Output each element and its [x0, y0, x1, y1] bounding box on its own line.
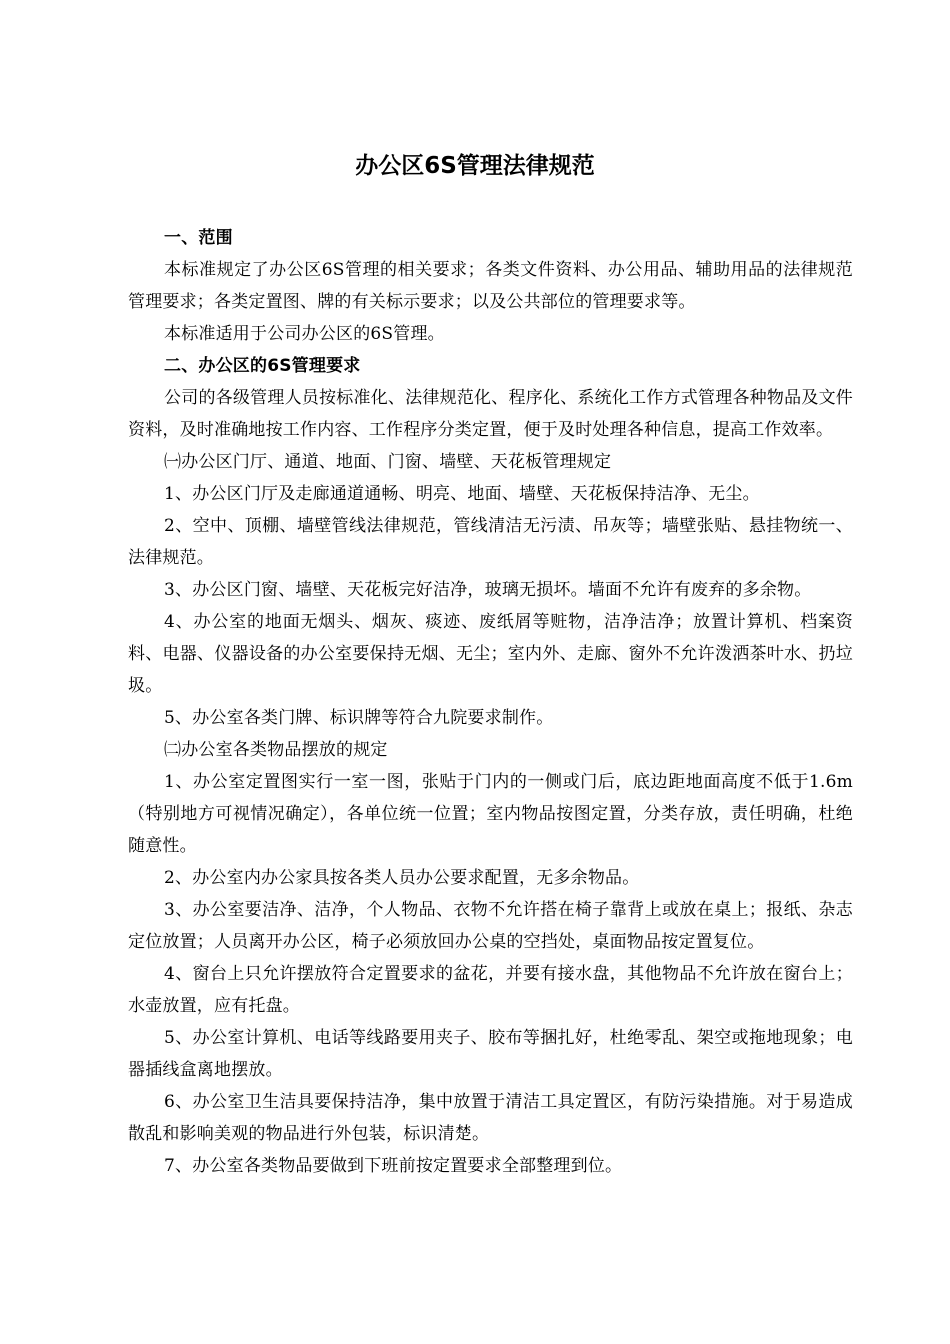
- body-paragraph: 3、办公室要洁净、洁净，个人物品、衣物不允许搭在椅子靠背上或放在桌上；报纸、杂志定位放置；人员离开办公区，椅子必须放回办公桌的空挡处，桌面物品按定置复位。: [128, 900, 853, 952]
- body-paragraph: 5、办公室各类门牌、标识牌等符合九院要求制作。: [164, 708, 554, 728]
- body-paragraph: 1、办公室定置图实行一室一图，张贴于门内的一侧或门后，底边距地面高度不低于1.6m（特别地方可视情况确定），各单位统一位置；室内物品按图定置，分类存放，责任明确，杜绝随意性。: [128, 772, 853, 856]
- document-body: [128, 222, 853, 1182]
- body-paragraph: 4、窗台上只允许摆放符合定置要求的盆花，并要有接水盘，其他物品不允许放在窗台上；水壶放置，应有托盘。: [128, 964, 853, 1016]
- body-paragraph: ㈠办公区门厅、通道、地面、门窗、墙壁、天花板管理规定: [164, 452, 612, 472]
- body-paragraph: 2、办公室内办公家具按各类人员办公要求配置，无多余物品。: [164, 868, 640, 888]
- body-paragraph: 5、办公室计算机、电话等线路要用夹子、胶布等捆扎好，杜绝零乱、架空或拖地现象；电器插线盒离地摆放。: [128, 1028, 853, 1080]
- body-paragraph: 公司的各级管理人员按标准化、法律规范化、程序化、系统化工作方式管理各种物品及文件资料，及时准确地按工作内容、工作程序分类定置，便于及时处理各种信息，提高工作效率。: [128, 388, 853, 440]
- document-title: 办公区6S管理法律规范: [355, 153, 595, 179]
- body-paragraph: 本标准规定了办公区6S管理的相关要求；各类文件资料、办公用品、辅助用品的法律规范管理要求；各类定置图、牌的有关标示要求；以及公共部位的管理要求等。: [128, 260, 853, 312]
- body-paragraph: 6、办公室卫生洁具要保持洁净，集中放置于清洁工具定置区，有防污染措施。对于易造成散乱和影响美观的物品进行外包装，标识清楚。: [128, 1092, 853, 1144]
- body-paragraph: 本标准适用于公司办公区的6S管理。: [164, 324, 445, 344]
- body-paragraph: 4、办公室的地面无烟头、烟灰、痰迹、废纸屑等赃物，洁净洁净；放置计算机、档案资料、电器、仪器设备的办公室要保持无烟、无尘；室内外、走廊、窗外不允许泼洒茶叶水、扔垃圾。: [128, 612, 853, 696]
- body-paragraph: ㈡办公室各类物品摆放的规定: [164, 740, 388, 760]
- section-heading: 一、范围: [164, 228, 233, 248]
- body-paragraph: 7、办公室各类物品要做到下班前按定置要求全部整理到位。: [164, 1156, 623, 1176]
- body-paragraph: 3、办公区门窗、墙壁、天花板完好洁净，玻璃无损坏。墙面不允许有废弃的多余物。: [164, 580, 812, 600]
- body-paragraph: 1、办公区门厅及走廊通道通畅、明亮、地面、墙壁、天花板保持洁净、无尘。: [164, 484, 760, 504]
- section-heading: 二、办公区的6S管理要求: [164, 356, 361, 376]
- body-paragraph: 2、空中、顶棚、墙壁管线法律规范，管线清洁无污渍、吊灰等；墙壁张贴、悬挂物统一、法律规范。: [128, 516, 853, 568]
